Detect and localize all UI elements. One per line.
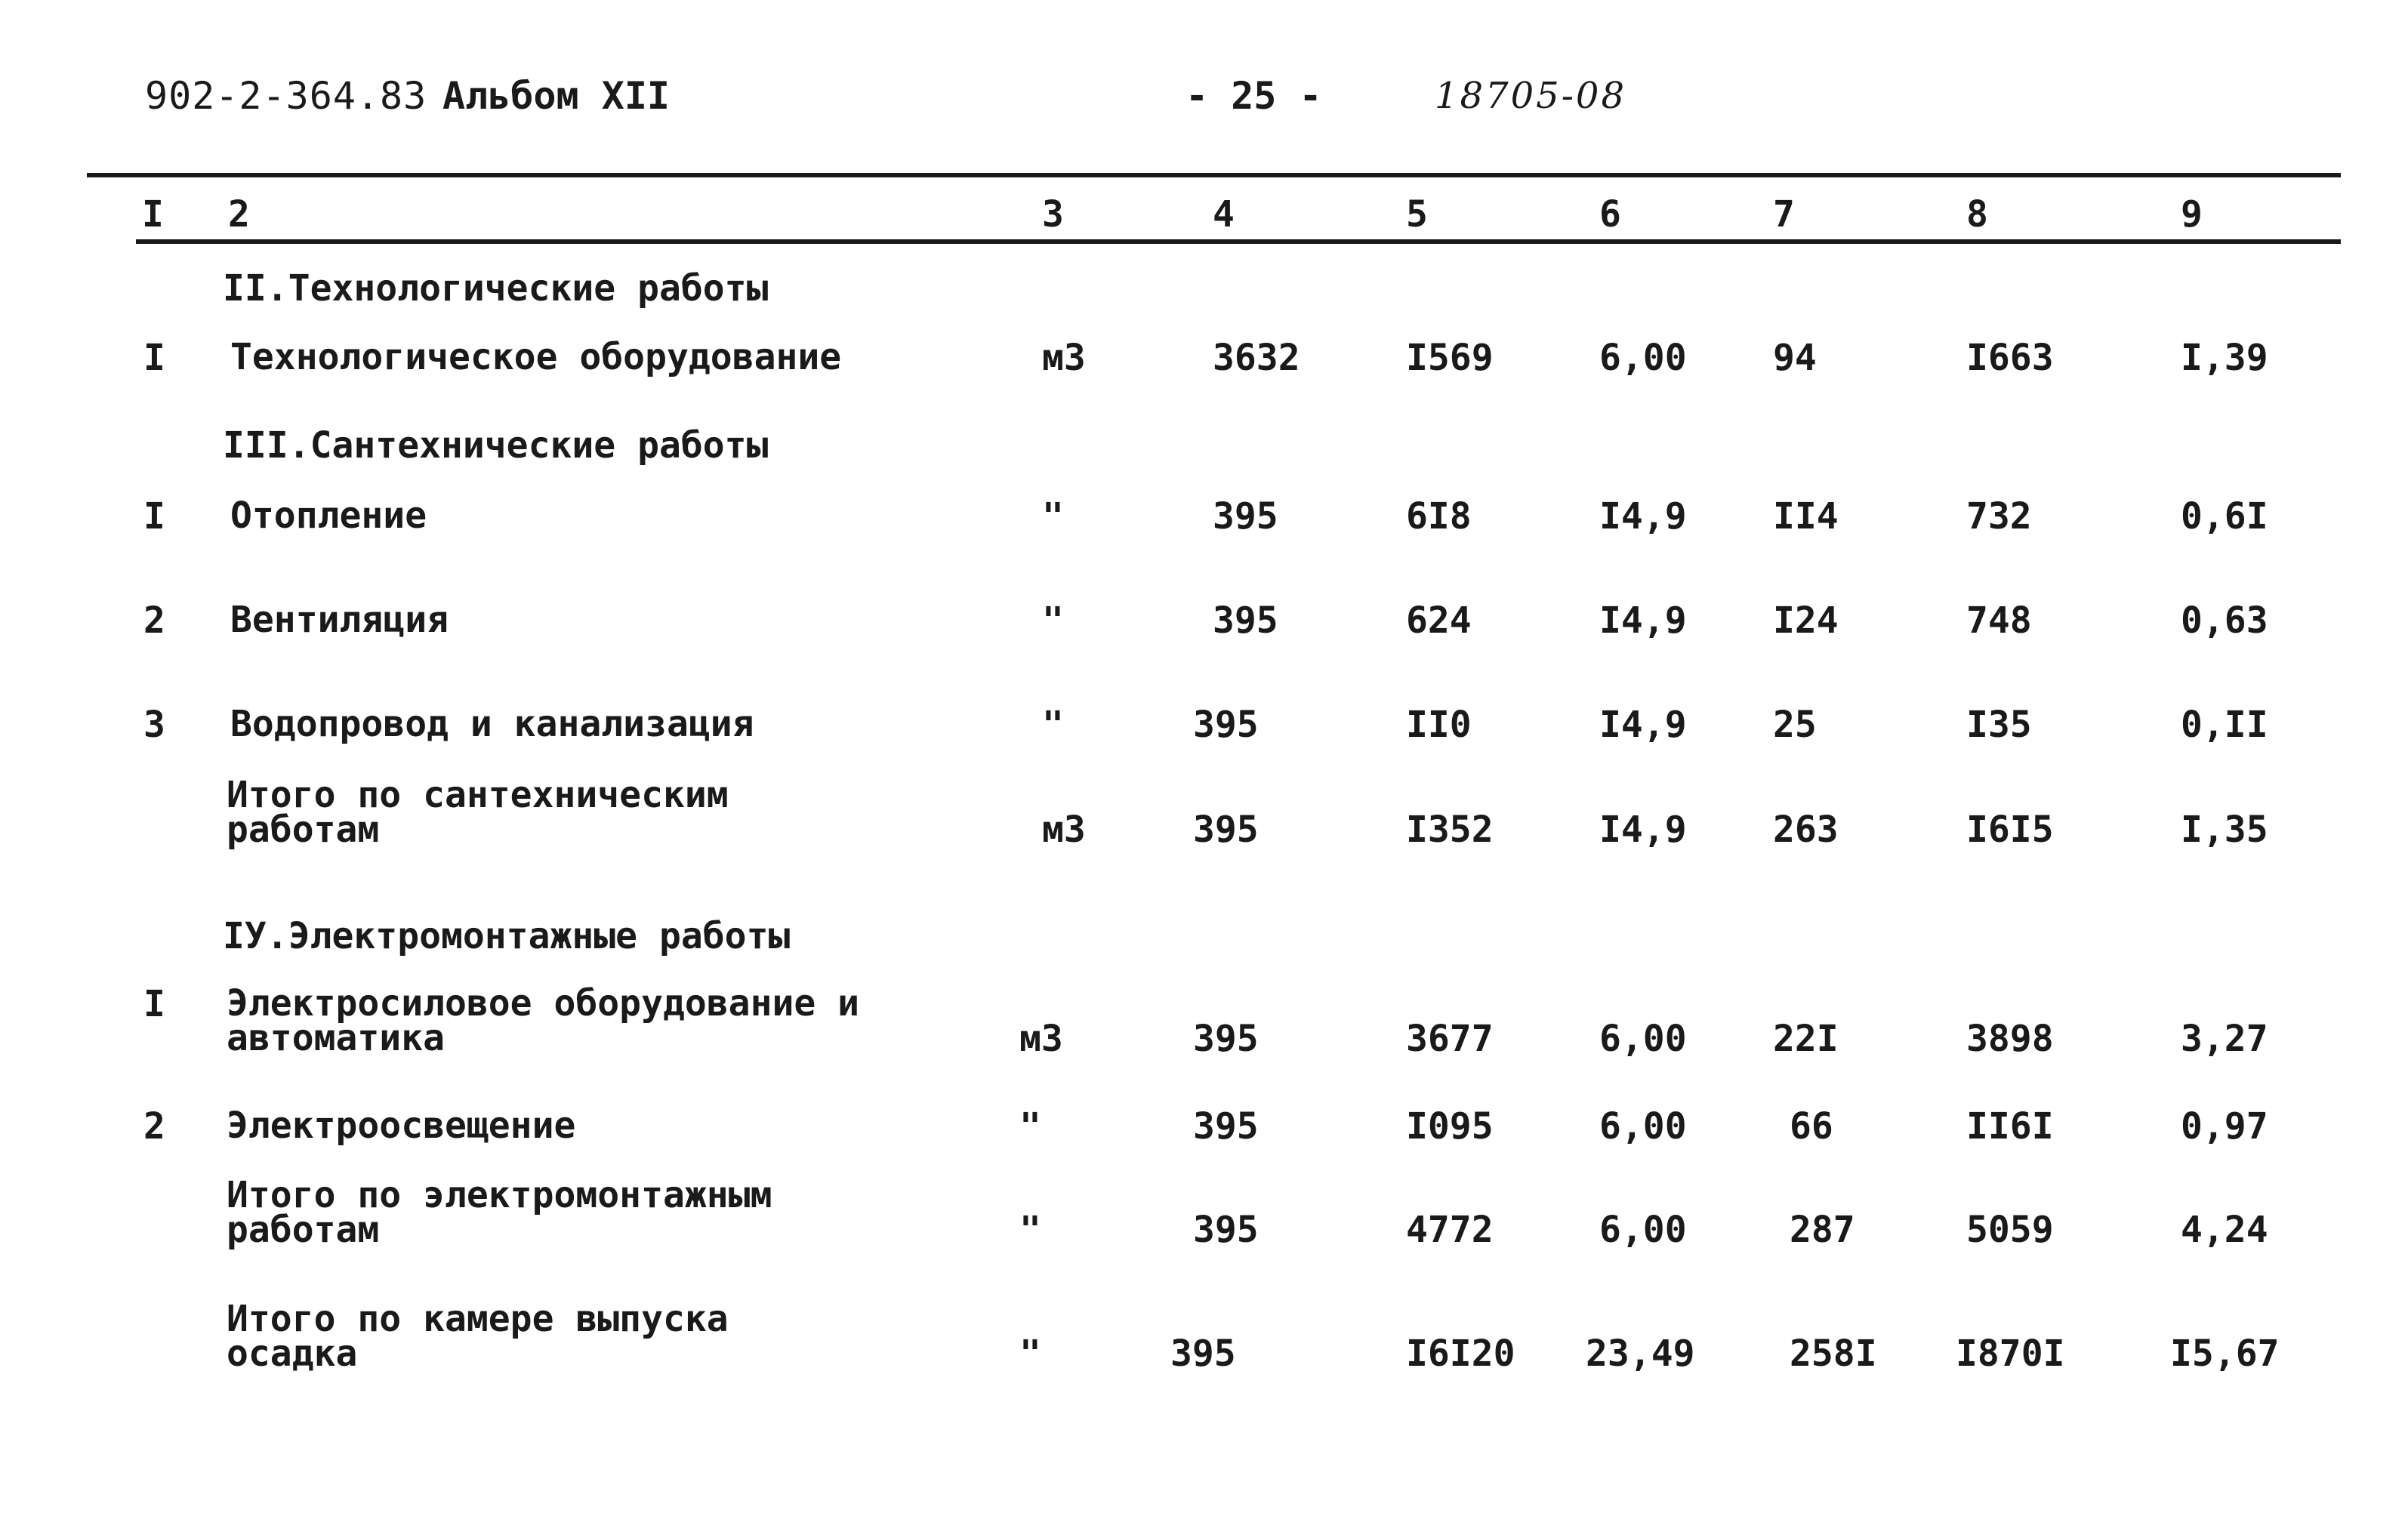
row-number: 2	[143, 1105, 165, 1148]
row-name: Электроосвещение	[227, 1105, 576, 1147]
row-col7: I24	[1773, 599, 1839, 642]
table-top-rule	[87, 173, 2341, 177]
row-col7: 263	[1773, 809, 1839, 851]
column-header-4: 4	[1213, 193, 1235, 236]
row-unit: "	[1019, 1105, 1041, 1148]
row-col9: 4,24	[2181, 1209, 2268, 1251]
column-header-6: 6	[1599, 193, 1621, 236]
row-name: Водопровод и канализация	[230, 703, 754, 745]
row-col8: I663	[1966, 337, 2054, 379]
inventory-number: 18705-08	[1435, 75, 1626, 117]
row-col8: 748	[1966, 599, 2032, 642]
row-col6: I4,9	[1599, 599, 1687, 642]
row-col8: 5059	[1966, 1209, 2054, 1251]
column-header-7: 7	[1773, 193, 1795, 236]
row-col9: 3,27	[2181, 1018, 2268, 1060]
table-header-rule	[136, 239, 2341, 244]
row-name: Технологическое оборудование	[230, 336, 842, 378]
row-col8: I870I	[1956, 1333, 2065, 1375]
row-col5: 624	[1406, 599, 1472, 642]
row-col5: I6I20	[1406, 1333, 1515, 1375]
section-title-sanitary: III.Сантехнические работы	[223, 424, 769, 467]
row-col6: I4,9	[1599, 495, 1687, 538]
row-col5: 6I8	[1406, 495, 1472, 538]
row-col7: II4	[1773, 495, 1839, 538]
row-col5: I569	[1406, 337, 1494, 379]
row-col8: II6I	[1966, 1105, 2054, 1148]
row-col8: I6I5	[1966, 809, 2054, 851]
section-title-electrical: IУ.Электромонтажные работы	[223, 915, 791, 957]
row-col9: 0,II	[2181, 704, 2268, 746]
row-col4: 395	[1213, 495, 1278, 538]
row-col9: I5,67	[2170, 1333, 2280, 1375]
album-label: Альбом XII	[442, 74, 671, 118]
column-header-9: 9	[2181, 193, 2203, 236]
row-unit: "	[1019, 1209, 1041, 1251]
row-col7: 25	[1773, 704, 1817, 746]
row-col8: I35	[1966, 704, 2032, 746]
row-col6: I4,9	[1599, 704, 1687, 746]
row-col4: 395	[1213, 599, 1278, 642]
row-col5: 3677	[1406, 1018, 1494, 1060]
row-col5: I095	[1406, 1105, 1494, 1148]
row-unit: "	[1042, 599, 1064, 642]
row-col6: I4,9	[1599, 809, 1687, 851]
row-col6: 6,00	[1599, 1105, 1687, 1148]
row-col7: 258I	[1790, 1333, 1877, 1375]
row-col4: 395	[1193, 1018, 1259, 1060]
row-col6: 23,49	[1586, 1333, 1695, 1375]
row-name: Итого по сантехническим работам	[227, 774, 729, 851]
row-name: Итого по электромонтажным работам	[227, 1174, 772, 1251]
row-col6: 6,00	[1599, 1209, 1687, 1251]
row-name: Отопление	[230, 495, 427, 537]
row-col4: 395	[1193, 704, 1259, 746]
row-number: 3	[143, 704, 165, 746]
row-col9: I,35	[2181, 809, 2268, 851]
row-col5: I352	[1406, 809, 1494, 851]
doc-number: 902-2-364.83	[145, 74, 427, 118]
row-col4: 395	[1193, 1209, 1259, 1251]
row-col5: 4772	[1406, 1209, 1494, 1251]
section-title-technological: II.Технологические работы	[223, 267, 769, 310]
row-name: Итого по камере выпуска осадка	[227, 1298, 729, 1375]
row-number: I	[143, 495, 165, 538]
column-header-1: I	[142, 193, 164, 236]
row-unit: м3	[1042, 809, 1086, 851]
row-unit: м3	[1019, 1018, 1063, 1060]
row-col4: 3632	[1213, 337, 1300, 379]
row-unit: "	[1019, 1333, 1041, 1375]
row-col9: 0,97	[2181, 1105, 2268, 1148]
row-number: I	[143, 337, 165, 379]
column-header-2: 2	[228, 193, 250, 236]
row-number: 2	[143, 599, 165, 642]
row-col9: I,39	[2181, 337, 2268, 379]
row-col4: 395	[1193, 1105, 1259, 1148]
row-name: Вентиляция	[230, 599, 449, 641]
column-header-3: 3	[1042, 193, 1064, 236]
row-col8: 3898	[1966, 1018, 2054, 1060]
row-name: Электросиловое оборудование и автоматика	[227, 982, 860, 1059]
row-unit: м3	[1042, 337, 1086, 379]
row-col5: II0	[1406, 704, 1472, 746]
row-unit: "	[1042, 495, 1064, 538]
row-col6: 6,00	[1599, 1018, 1687, 1060]
row-col4: 395	[1170, 1333, 1236, 1375]
column-header-5: 5	[1406, 193, 1428, 236]
row-col4: 395	[1193, 809, 1259, 851]
row-col7: 94	[1773, 337, 1817, 379]
row-col8: 732	[1966, 495, 2032, 538]
row-col7: 22I	[1773, 1018, 1839, 1060]
row-col9: 0,63	[2181, 599, 2268, 642]
page-number: - 25 -	[1186, 74, 1322, 118]
row-col6: 6,00	[1599, 337, 1687, 379]
row-col9: 0,6I	[2181, 495, 2268, 538]
row-number: I	[143, 983, 165, 1025]
row-col7: 287	[1790, 1209, 1855, 1251]
row-col7: 66	[1790, 1105, 1833, 1148]
column-header-8: 8	[1966, 193, 1988, 236]
row-unit: "	[1042, 704, 1064, 746]
